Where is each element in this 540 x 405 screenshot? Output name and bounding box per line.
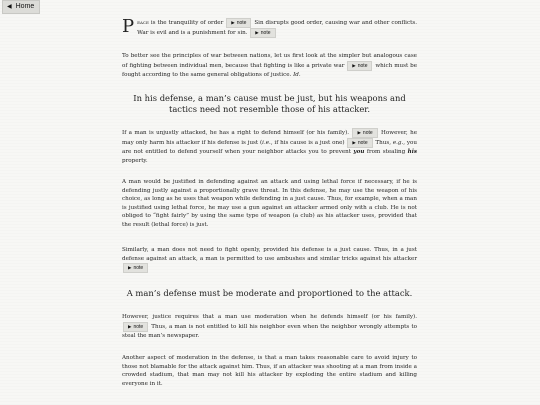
paragraph-principles: To better see the principles of war between nations, let us first look at the simpler but analogous case of fighting between individual men, because that fighting is like a private war ▶ note which must be fought according to the same general obligations of justice. Id. bbox=[122, 53, 418, 78]
home-button[interactable] bbox=[2, 0, 40, 14]
note-button[interactable]: ▶ note bbox=[250, 28, 275, 38]
paragraph-peace: Peace is the tranquility of order ▶ note Sin disrupts good order, causing war and other conflicts. War is evil and is a punishment for sin. ▶ note bbox=[122, 16, 418, 37]
play-arrow-icon: ▶ bbox=[352, 62, 356, 68]
paragraph-avoid-injury: Another aspect of moderation in the defense, is that a man takes reasonable care to avoid injury to those not blamable for the attack against him. Thus, if an attacker was shooting at a man from inside a crowded stadium, that man may not kill his attacker by exploding the entire stadium and killing everyone in it. bbox=[122, 355, 417, 387]
drop-cap: P bbox=[122, 16, 135, 37]
section-heading-just-cause: In his defense, a man’s cause must be just, but his weapons and tactics need not resemble those of his attacker. bbox=[133, 93, 406, 114]
note-button[interactable]: ▶ note bbox=[226, 18, 251, 28]
note-button[interactable]: ▶ note bbox=[352, 128, 377, 138]
paragraph-fight-openly: Similarly, a man does not need to fight openly, provided his defense is a just cause. Thus, in a just defense against an attack, a man is permitted to use ambushes and similar tricks against his attacker ▶ note bbox=[122, 247, 417, 272]
smallcaps-text: eace bbox=[137, 20, 149, 26]
note-button[interactable]: ▶ note bbox=[347, 138, 372, 148]
note-button[interactable]: ▶ note bbox=[123, 263, 148, 273]
note-button[interactable]: ▶ note bbox=[347, 61, 372, 71]
play-arrow-icon: ▶ bbox=[352, 140, 356, 145]
play-arrow-icon: ▶ bbox=[255, 30, 259, 35]
paragraph-unjust-attack: If a man is unjustly attacked, he has a right to defend himself (or his family). ▶ note However, he may only harm his attacker if his defense is just (i.e., if his cause is a just one) ▶ note Thus, e.g., you are not entitled to defend yourself when your neighbor attacks you to prevent you from stealing his property. bbox=[122, 130, 418, 164]
play-arrow-icon: ▶ bbox=[357, 130, 361, 135]
paragraph-moderation: However, justice requires that a man use moderation when he defends himself (or his family). ▶ note Thus, a man is not entitled to kill his neighbor even when the neighbor wrongly attempts to steal the man’s newspaper. bbox=[122, 314, 417, 339]
play-arrow-icon: ▶ bbox=[128, 323, 132, 329]
paragraph-lethal-force: A man would be justified in defending against an attack and using lethal force if necessary, if he is defending justly against a proportionally grave threat. In this defense, he may use the weapon of his choice, as long as he uses that weapon while defending in a just cause. Thus, for example, when a man is justified using lethal force, he may use a gun against an attacker armed only with a club. He is not obliged to “fight fairly” by using the same type of weapon (a club) as his attacker uses, provided that the result (lethal force) is just. bbox=[122, 179, 417, 228]
play-arrow-icon: ▶ bbox=[231, 20, 235, 25]
play-arrow-icon: ▶ bbox=[128, 265, 132, 271]
section-heading-moderation: A man’s defense must be moderate and proportioned to the attack. bbox=[126, 288, 413, 298]
note-button[interactable]: ▶ note bbox=[123, 322, 148, 332]
home-button-label: Home bbox=[15, 3, 35, 10]
back-arrow-icon: ◀ bbox=[7, 4, 12, 10]
